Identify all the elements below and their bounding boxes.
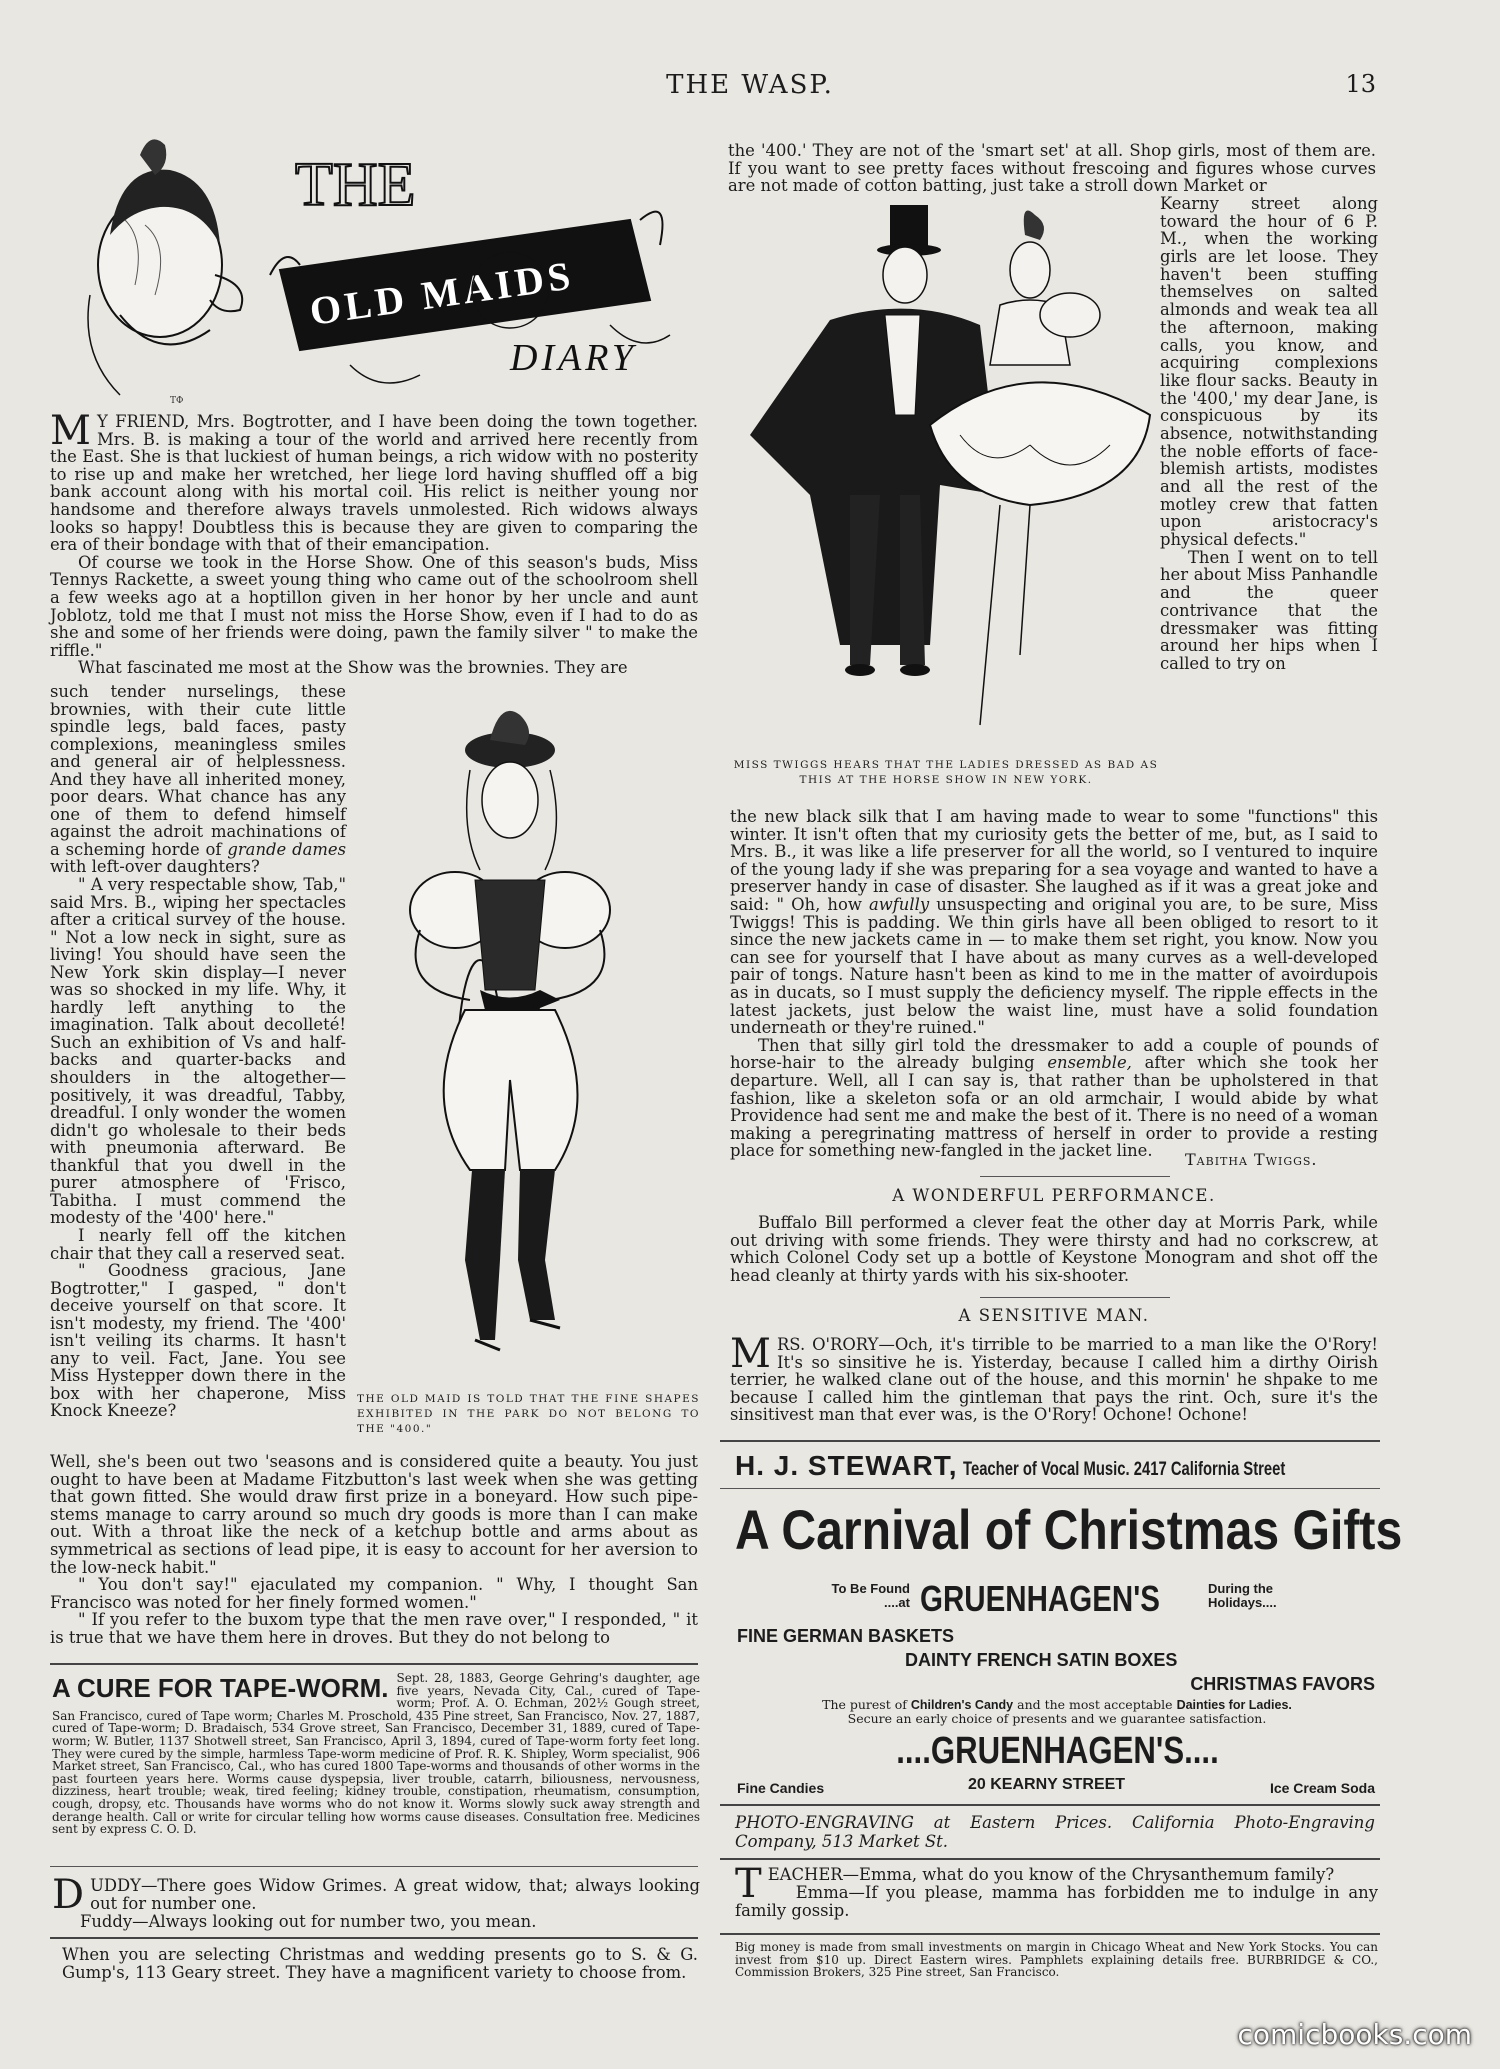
- drop-cap: M: [50, 408, 91, 454]
- photo-engraving-ad: PHOTO-ENGRAVING at Eastern Prices. California Photo-Engraving Company, 513 Market St.: [735, 1813, 1375, 1851]
- paragraph: " Goodness gracious, Jane Bogtrotter," I gasped, " don't deceive yourself on that score. It isn't modesty, my friend. The '400' isn't veiling its charms. It hasn't any to veil. Fact, Jane. You see Miss Hystepper down there in the box with her chaperone, Miss Knock Kneeze?: [50, 1261, 346, 1421]
- drop-cap: T: [735, 1861, 762, 1907]
- paragraph: Kearny street along toward the hour of 6 P. M., when the working girls are let loose. They haven't been stuffing themselves on salted almonds and weak tea all the afternoon, making calls, you know, and acquiring complexions like flour sacks. Beauty in the '400,' my dear Jane, is conspicuous by its absence, notwithstanding the noble efforts of face-blemish artists, modistes and all the rest of the motley crew that fatten upon aristocracy's physical defects.": [1160, 194, 1378, 550]
- gruenhagen-name-2: ....GRUENHAGEN'S....: [896, 1730, 1219, 1772]
- divider: [50, 1663, 698, 1665]
- paragraph: Then that silly girl told the dressmaker to add a couple of pounds of horse-hair to the already bulging ensemble, after which she took her departure. Well, all I can say is, that rather than be upholstered in that fashion, like a skeleton sofa or an old armchair, I would abide by what Providence had sent me and make the best of it. There is no need of a woman making a peregrinating mattress of herself in order to provide a resting place for something new-fangled in the jacket line.: [730, 1035, 1378, 1161]
- page-header: [0, 70, 1500, 110]
- right-column-top: [728, 142, 1376, 195]
- divider: [50, 1866, 698, 1867]
- left-column-narrow: [50, 683, 346, 1420]
- paragraph: Of course we took in the Horse Show. One of this season's buds, Miss Tennys Rackette, a sweet young thing who came out of the schoolroom shell a few weeks ago at a hoptillon given in her honor by her uncle and aunt Joblotz, told me that I must not miss the Horse Show, even if I had to do as she and some of her friends were doing, pawn the family silver " to make the riffle.": [50, 552, 698, 660]
- svg-text:ТΦ: ТΦ: [170, 396, 184, 406]
- comicbooks-watermark: comicbooks.com: [1237, 2018, 1472, 2051]
- left-column-bottom: [50, 1453, 698, 1647]
- paragraph: Well, she's been out two 'seasons and is considered quite a beauty. You just ought to have been at Madame Fitzbutton's last week when she was getting that gown fitted. She would draw first prize in a boneyard. How such pipe-stems manage to carry around so much dry goods is more than I can make out. With a throat like the neck of a ketchup bottle and arms about as symmetrical as sections of lead pipe, it is easy to account for her aversion to the low-neck habit.": [50, 1452, 698, 1577]
- teacher-joke: TEACHER—Emma, what do you know of the Chrysanthemum family? Emma—If you please, mamma has forbidden me to indulge in any family gossip.: [735, 1861, 1378, 1920]
- page: THE WASP. 13 ТΦ THE OLD MAIDS DIARY M Y FRIEND, Mrs. Bogtrotter, and I have been doing the town together. Mrs. B. is making a tour of the world and arrived here recently from the East. She is that luckiest of human beings, a rich widow with no posterity to rise up and make her wretched, her liege lord having shuffled off a big bank account along with his mortal coil. His relict is neither young nor handsome and therefore always travels unmolested. Rich widows always looks so happy! Doubtless this is because they are given to comparing the era of their bondage with that of their emancipation. Of course we took in the Horse Show. One of this season's buds, Miss Tennys Rackette, a sweet young thing who came out of the schoolroom shell a few weeks ago at a hoptillon given in her honor by her uncle and aunt Joblotz, told me that I must not miss the Horse Show, even if I had to do as she and some of her friends were doing, pawn the family silver " to make the riffle." What fascinated me most at the Show was the brownies. They are such tender nurselings, these brownies, with their cute little spindle legs, bald faces, pasty complexions, meaningless smiles and general air of helplessness. And they have all inherited money, poor dears. What chance has any one of them to defend himself against the adroit machinations of a scheming horde of grande dames with left-over daughters? " A very respectable show, Tab," said Mrs. B., wiping her spectacles after a critical survey of the house. " Not a low neck in sight, sure as living! You should have seen the New York skin display—I never was so shocked in my life. Why, it hardly left anything to the imagination. Talk about decolleté! Such an exhibition of Vs and half-backs and quarter-backs and shoulders in the altogether—positively, it was dreadful, Tabby, dreadful. I only wonder the women didn't go wholesale to their beds with pneumonia afterward. Be thankful that you dwell in the purer atmosphere of 'Frisco, Tabitha. I must commend the modesty of the '400' here." I nearly fell off the kitchen chair that they call a reserved seat. " Goodness gracious, Jane Bogtrotter," I gasped, " don't deceive yourself on that score. It isn't modesty, my friend. The '400' isn't veiling its charms. It hasn't any to veil. Fact, Jane. You see Miss Hystepper down there in the box with her chaperone, Miss Knock Kneeze? THE OLD MAID IS TOLD THAT THE FINE SHAPES EXHIBITED IN THE PARK DO NOT BELONG TO THE "400." Well, she's been out two 'seasons and is considered quite a beauty. You just ought to have been at Madame Fitzbutton's last week when she was getting that gown fitted. She would draw first prize in a boneyard. How such pipe-stems manage to carry around so much dry goods is more than I can make out. With a throat like the neck of a ketchup bottle and arms about as symmetrical as sections of lead pipe, it is easy to account for her aversion to the low-neck habit." " You don't say!" ejaculated my companion. " Why, I thought San Francisco was noted for her finely formed women." " If you refer to the buxom type that the men rave over," I responded, " it is true that we have them here in droves. But they do not belong to A CURE FOR TAPE-WORM. Sept. 28, 1883, George Gehring's daughter, age five years, Nevada City, Cal., cured of Tape-worm; Prof. A. O. Echman, 202½ Gough street, San Francisco, cured of Tape worm; Charles M. Proschold, 435 Pine street, San Francisco, Nov. 27, 1887, cured of Tape-worm; D. Bradaisch, 534 Grove street, San Francisco, December 31, 1889, cured of Tape-worm; W. Butler, 1137 Shotwell street, San Francisco, April 3, 1894, cured of Tape-worm forty feet long. They were cured by the simple, harmless Tape-worm medicine of Prof. R. K. Shipley, Worm specialist, 906 Market street, San Francisco, Cal., who has cured 1800 Tape-worms and thousands of other worms in the past fourteen years here. Worms cause dyspepsia, liver trouble, catarrh, biliousness, nervousness, dizziness, heart trouble; weak, tired feeling; kidney trouble, constipation, rheumatism, consumption, cough, dropsy, etc. Thousands have worms who do not know it. Worms slowly suck away strength and derange health. Call or write for circular telling how worms cause diseases. Consultation free. Medicines sent by express C. O. D. DUDDY—There goes Widow Grimes. A great widow, that; always looking out for number one. Fuddy—Always looking out for number two, you mean. When you are selecting Christmas and wedding presents go to S. & G. Gump's, 113 Geary street. They have a magnificent variety to choose from. the '400.' They are not of the 'smart set' at all. Shop girls, most of them are. If you want to see pretty faces without frescoing and figures whose curves are not made of cotton batting, just take a stroll down Market or MISS TWIGGS HEARS THAT THE LADIES DRESSED AS BAD AS THIS AT THE HORSE SHOW IN NEW YORK. Kearny street along toward the hour of 6 P. M., when the working girls are let loose. They haven't been stuffing themselves on salted almonds and weak tea all the afternoon, making calls, you know, and acquiring complexions like flour sacks. Beauty in the '400,' my dear Jane, is conspicuous by its absence, notwithstanding the noble efforts of face-blemish artists, modistes and all the rest of the motley crew that fatten upon aristocracy's physical defects." Then I went on to tell her about Miss Panhandle and the queer contrivance that the dressmaker was fitting around her hips when I called to try on the new black silk that I am having made to wear to some "functions" this winter. It isn't often that my curiosity gets the better of me, but, as I said to Mrs. B., it was like a life preserver for all the world, so I ventured to inquire of the young lady if she was preparing for a sea voyage and wanted to have a preserver handy in case of disaster. She laughed as if it was a great joke and said: " Oh, how awfully unsuspecting and original you are, to be sure, Miss Twiggs! This is padding. We thin girls have all been obliged to resort to it since the new jackets came in — to make them set right, you know. Now you can see for yourself that I have about as many curves as a well-developed pair of tongs. Nature hasn't been as kind to me in the matter of avoirdupois as in ducats, so I must supply the deficiency myself. The ripple effects in the latest jackets, just below the waist line, must have a solid foundation underneath or they're ruined." Then that silly girl told the dressmaker to add a couple of pounds of horse-hair to the already bulging ensemble, after which she took her departure. Well, all I can say is, that rather than be upholstered in that fashion, like a skeleton sofa or an old armchair, I would abide by what Providence had sent me and make the best of it. There is no need of a woman making a peregrinating mattress of herself in order to provide a resting place for something new-fangled in the jacket line. Tabitha Twiggs. A WONDERFUL PERFORMANCE. Buffalo Bill performed a clever feat the other day at Morris Park, while out driving with some friends. They were thirsty and had no corkscrew, at which Colonel Cody set up a bottle of Keystone Monogram and shot off the head cleanly at thirty yards with his six-shooter. A SENSITIVE MAN. MRS. O'RORY—Och, it's tirrible to be married to a man like the O'Rory! It's so sinsitive he is. Yisterday, because I called him a dirthy Oirish terrier, he walked clane out of the house, and this mornin' he shpake to me because I called him the gintleman that pays the rint. Och, sure it's the sinsitivest man that ever was, is the O'Rory! Ochone! Ochone! H. J. STEWART, Teacher of Vocal Music. 2417 California Street A Carnival of Christmas Gifts To Be Found ....at GRUENHAGEN'S During the Holidays.... FINE GERMAN BASKETS DAINTY FRENCH SATIN BOXES CHRISTMAS FAVORS The purest of Children's Candy and the most acceptable Dainties for Ladies. Secure an early choice of presents and we guarantee satisfaction. ....GRUENHAGEN'S.... Fine Candies 20 KEARNY STREET Ice Cream Soda PHOTO-ENGRAVING at Eastern Prices. California Photo-Engraving Company, 513 Market St. TEACHER—Emma, what do you know of the Chrysanthemum family? Emma—If you please, mamma has forbidden me to indulge in any family gossip. Big money is made from small investments on margin in Chicago Wheat and New York Stocks. You can invest from $10 up. Direct Eastern wires. Pamphlets explaining details free. BURBRIDGE & CO., Commission Brokers, 325 Pine street, San Francisco. comicbooks.com: [0, 0, 1500, 2069]
- divider: [720, 1933, 1380, 1935]
- paragraph: the new black silk that I am having made to wear to some "functions" this winter. It isn't often that my curiosity gets the better of me, but, as I said to Mrs. B., it was like a life preserver for all the world, so I ventured to inquire of the young lady if she was preparing for a sea voyage and wanted to have a preserver handy in case of disaster. She laughed as if it was a great joke and said: " Oh, how awfully unsuspecting and original you are, to be sure, Miss Twiggs! This is padding. We thin girls have all been obliged to resort to it since the new jackets came in — to make them set right, you know. Now you can see for yourself that I have about as many curves as a well-developed pair of tongs. Nature hasn't been as kind to me in the matter of avoirdupois as in ducats, so I must supply the deficiency myself. The ripple effects in the latest jackets, just below the waist line, must have a solid foundation underneath or they're ruined.": [730, 807, 1378, 1038]
- tapeworm-ad-body: Sept. 28, 1883, George Gehring's daughter, age five years, Nevada City, Cal., cured of Tape-worm; Prof. A. O. Echman, 202½ Gough street, San Francisco, cured of Tape worm; Charles M. Proschold, 435 Pine street, San Francisco, Nov. 27, 1887, cured of Tape-worm; D. Bradaisch, 534 Grove street, San Francisco, December 31, 1889, cured of Tape-worm; W. Butler, 1137 Shotwell street, San Francisco, April 3, 1894, cured of Tape-worm forty feet long. They were cured by the simple, harmless Tape-worm medicine of Prof. R. K. Shipley, Worm specialist, 906 Market street, San Francisco, Cal., who has cured 1800 Tape-worms and thousands of other worms in the past fourteen years here. Worms cause dyspepsia, liver trouble, catarrh, biliousness, nervousness, dizziness, heart trouble; weak, tired feeling; kidney trouble, constipation, rheumatism, consumption, cough, dropsy, etc. Thousands have worms who do not know it. Worms slowly suck away strength and derange health. Call or write for circular telling how worms cause diseases. Consultation free. Medicines sent by express C. O. D.: [52, 1671, 700, 1837]
- section-title: A WONDERFUL PERFORMANCE.: [892, 1186, 1216, 1205]
- svg-text:OLD MAIDS: OLD MAIDS: [306, 252, 577, 334]
- divider: [980, 1297, 1170, 1298]
- paragraph: " You don't say!" ejaculated my companion. " Why, I thought San Francisco was noted for her finely formed women.": [50, 1575, 698, 1612]
- svg-text:DIARY: DIARY: [510, 337, 637, 379]
- paragraph: Then I went on to tell her about Miss Panhandle and the queer contrivance that the dressmaker was fitting around her hips when I called to try on: [1160, 547, 1378, 673]
- gruenhagen-headline: A Carnival of Christmas Gifts: [735, 1498, 1403, 1561]
- gump-ad: When you are selecting Christmas and wedding presents go to S. & G. Gump's, 113 Geary street. They have a magnificent variety to choose from.: [62, 1945, 698, 1982]
- paragraph: I nearly fell off the kitchen chair that they call a reserved seat.: [50, 1225, 346, 1263]
- magazine-title: THE WASP.: [666, 70, 834, 100]
- paragraph: M Y FRIEND, Mrs. Bogtrotter, and I have been doing the town together. Mrs. B. is making a tour of the world and arrived here recently from the East. She is that luckiest of human beings, a rich widow with no posterity to rise up and make her wretched, her liege lord having shuffled off a big bank account along with his mortal coil. His relict is neither young nor handsome and therefore always travels unmolested. Rich widows always looks so happy! Doubtless this is because they are given to comparing the era of their bondage with that of their emancipation.: [50, 408, 698, 555]
- old-maid-portrait-illustration: [88, 139, 242, 406]
- paragraph: Fuddy—Always looking out for number two, you mean.: [80, 1912, 537, 1931]
- page-number: 13: [1345, 70, 1376, 98]
- tapeworm-ad: [52, 1672, 700, 1836]
- paragraph: " A very respectable show, Tab," said Mrs. B., wiping her spectacles after a critical survey of the house. " Not a low neck in sight, sure as living! You should have seen the New York skin display—I never was so shocked in my life. Why, it hardly left anything to the imagination. Talk about decolleté! Such an exhibition of Vs and half-backs and quarter-backs and shoulders in the altogether—positively, it was dreadful, Tabby, dreadful. I only wonder the women didn't go wholesale to their beds with pneumonia afterward. Be thankful that you dwell in the purer atmosphere of 'Frisco, Tabitha. I must commend the modesty of the '400' here.": [50, 875, 346, 1228]
- paragraph: " If you refer to the buxom type that the men rave over," I responded, " it is true that we have them here in droves. But they do not belong to: [50, 1610, 698, 1647]
- svg-text:THE: THE: [295, 151, 416, 219]
- twiggs-couple-illustration: [730, 195, 1160, 745]
- old-maids-diary-logo: [50, 125, 690, 410]
- paragraph: such tender nurselings, these brownies, with their cute little spindle legs, bald faces, pasty complexions, meaningless smiles and general air of helplessness. And they have all inherited money, poor dears. What chance has any one of them to defend himself against the adroit machinations of a scheming horde of grande dames with left-over daughters?: [50, 682, 347, 877]
- drop-cap: M: [730, 1331, 771, 1377]
- left-column-top: [50, 408, 698, 678]
- signature: Tabitha Twiggs.: [1185, 1150, 1318, 1169]
- stewart-ad: H. J. STEWART, Teacher of Vocal Music. 2417 California Street: [735, 1450, 1285, 1481]
- drop-cap: D: [52, 1872, 85, 1918]
- paragraph: the '400.' They are not of the 'smart set' at all. Shop girls, most of them are. If you want to see pretty faces without frescoing and figures whose curves are not made of cotton batting, just take a stroll down Market or: [728, 141, 1376, 196]
- bloomer-figure-caption: THE OLD MAID IS TOLD THAT THE FINE SHAPES EXHIBITED IN THE PARK DO NOT BELONG TO THE "400.": [357, 1393, 700, 1435]
- section-title: A SENSITIVE MAN.: [958, 1306, 1150, 1325]
- sensitive-body: MRS. O'RORY—Och, it's tirrible to be married to a man like the O'Rory! It's so sinsitive he is. Yisterday, because I called him a dirthy Oirish terrier, he walked clane out of the house, and this mornin' he shpake to me because I called him the gintleman that pays the rint. Och, sure it's the sinsitivest man that ever was, is the O'Rory! Ochone! Ochone!: [730, 1331, 1378, 1425]
- duddy-joke: [52, 1872, 700, 1931]
- bloomer-lady-illustration: [360, 700, 705, 1385]
- divider: [720, 1804, 1380, 1806]
- divider: [980, 1176, 1170, 1177]
- twiggs-figure-caption: MISS TWIGGS HEARS THAT THE LADIES DRESSED AS BAD AS THIS AT THE HORSE SHOW IN NEW YORK.: [733, 759, 1159, 786]
- paragraph: DUDDY—There goes Widow Grimes. A great widow, that; always looking out for number one.: [52, 1872, 700, 1918]
- right-column-bottom: [730, 808, 1378, 1160]
- wonderful-body: Buffalo Bill performed a clever feat the other day at Morris Park, while out driving with some friends. They were thirsty and had no corkscrew, at which Colonel Cody set up a bottle of Keystone Monogram and shot off the head cleanly at thirty yards with his six-shooter.: [730, 1213, 1378, 1285]
- paragraph: What fascinated me most at the Show was the brownies. They are: [78, 658, 628, 678]
- divider: [720, 1440, 1380, 1442]
- divider: [720, 1488, 1380, 1489]
- right-column-narrow: [1160, 195, 1378, 673]
- tapeworm-ad-title: A CURE FOR TAPE-WORM.: [52, 1673, 389, 1703]
- burbridge-ad: Big money is made from small investments on margin in Chicago Wheat and New York Stocks. You can invest from $10 up. Direct Eastern wires. Pamphlets explaining details free. BURBRIDGE & CO., Commission Brokers, 325 Pine street, San Francisco.: [735, 1940, 1378, 1980]
- divider: [720, 1858, 1380, 1860]
- divider: [50, 1937, 698, 1939]
